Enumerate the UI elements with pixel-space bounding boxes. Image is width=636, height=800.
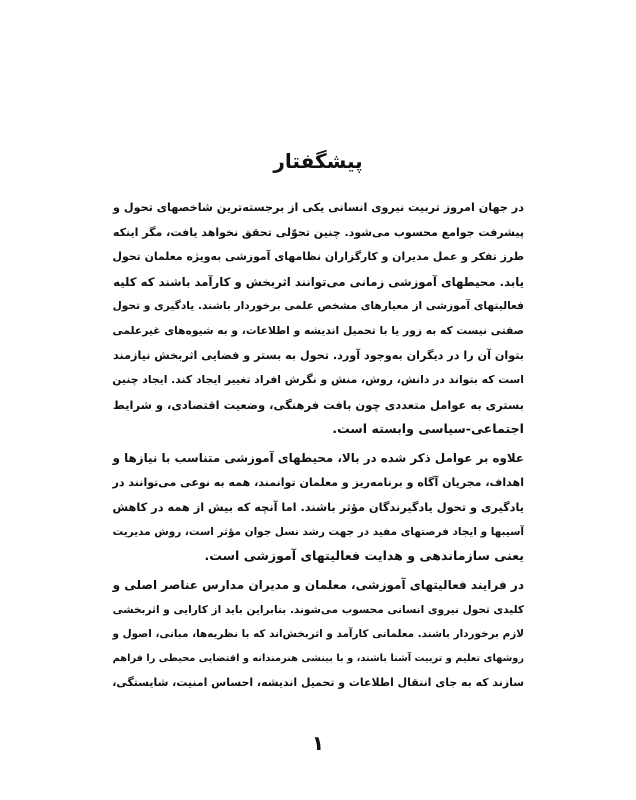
text-line: یابد. محیطهای آموزشی زمانی می‌توانند اثربخش و کارآمد باشند که کلیه [113, 274, 524, 289]
text-line: طرز تفکر و عمل مدیران و کارگزاران نظامهای آموزشی به‌ویژه معلمان تحول [112, 250, 524, 264]
text-line: پیشرفت جوامع محسوب می‌شود. چنین تحوّلی تحقق نخواهد یافت، مگر اینکه [112, 225, 524, 239]
text-line: لازم برخوردار باشند. معلمانی کارآمد و اثربخش‌اند که با نظریه‌ها، مبانی، اصول و [112, 628, 524, 641]
text-line: علاوه بر عوامل ذکر شده در بالا، محیطهای آموزشی متناسب با نیازها و [112, 450, 524, 465]
text-line: سازند که به جای انتقال اطلاعات و تحمیل اندیشه، احساس امنیت، شایستگی، [112, 676, 524, 690]
text-line: روشهای تعلیم و تربیت آشنا باشند، و با بینشی هنرمندانه و اقتضایی محیطی را فراهم [112, 652, 524, 664]
text-line: است که بتواند در دانش، روش، منش و نگرش افراد تغییر ایجاد کند. ایجاد چنین [112, 373, 524, 387]
text-line: کلیدی تحول نیروی انسانی محسوب می‌شوند. بنابراین باید از کارایی و اثربخشی [112, 603, 524, 616]
text-line: فعالیتهای آموزشی از معیارهای مشخص علمی برخوردار باشند. یادگیری و تحول [112, 299, 524, 313]
text-line: بتوان آن را در دیگران به‌وجود آورد. تحول به بستر و فضایی اثربخش نیازمند [113, 348, 524, 362]
text-line: اهداف، مجریان آگاه و برنامه‌ریز و معلمان توانمند، همه به نوعی می‌توانند در [112, 475, 524, 489]
text-line: در فرایند فعالیتهای آموزشی، معلمان و مدیران مدارس عناصر اصلی و [112, 577, 524, 592]
text-line: یعنی سازماندهی و هدایت فعالیتهای آموزشی است. [204, 548, 524, 564]
text-line: صفتی نیست که به زور یا با تحمیل اندیشه و اطلاعات، و به شیوه‌های غیرعلمی [112, 323, 524, 337]
text-line: آسیبها و ایجاد فرصتهای مفید در جهت رشد نسل جوان مؤثر است، روش مدیریت [112, 525, 524, 538]
text-line: یادگیری و تحول یادگیرندگان مؤثر باشند. اما آنچه که بیش از همه در کاهش [112, 500, 524, 515]
text-line: اجتماعی-سیاسی وابسته است. [332, 421, 524, 437]
page-number: ۱ [311, 731, 325, 755]
body-text [104, 196, 524, 696]
page-heading: پیشگفتار [273, 149, 363, 173]
text-line: بستری به عوامل متعددی چون بافت فرهنگی، وضعیت اقتصادی، و شرایط [112, 397, 524, 412]
text-line: در جهان امروز تربیت نیروی انسانی یکی از برجسته‌ترین شاخصهای تحول و [113, 201, 524, 214]
